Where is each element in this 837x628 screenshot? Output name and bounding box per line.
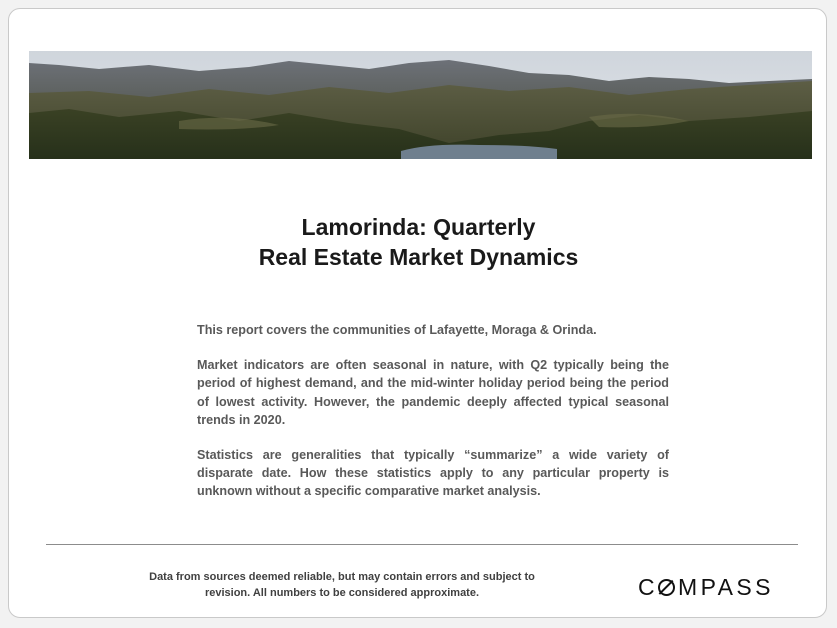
intro-paragraph-2: Market indicators are often seasonal in nature, with Q2 typically being the period of highest demand, and the mid-winter holiday period being the period of lowest activity. However, the pandemic deeply affected typical seasonal trends in 2020. bbox=[197, 358, 669, 427]
landscape-banner-image bbox=[29, 51, 812, 159]
intro-paragraph-1: This report covers the communities of Lafayette, Moraga & Orinda. bbox=[197, 323, 597, 337]
report-title bbox=[9, 212, 827, 272]
compass-logo: C MPASS bbox=[638, 574, 774, 600]
compass-logo-rest: MPASS bbox=[678, 574, 774, 600]
disclaimer-line-1: Data from sources deemed reliable, but may contain errors and subject to bbox=[149, 571, 535, 583]
report-intro-text bbox=[197, 321, 669, 518]
intro-paragraph-3: Statistics are generalities that typically “summarize” a wide variety of disparate date. How these statistics apply to any particular property is unknown without a specific comparative market analysis. bbox=[197, 448, 669, 499]
disclaimer-line-2: revision. All numbers to be considered approximate. bbox=[204, 586, 480, 599]
report-cover-slide bbox=[8, 8, 827, 618]
data-disclaimer bbox=[137, 570, 547, 601]
compass-logo-o-icon bbox=[658, 579, 675, 596]
title-line-1: Lamorinda: Quarterly bbox=[301, 214, 536, 240]
footer-divider bbox=[46, 544, 798, 545]
title-line-2: Real Estate Market Dynamics bbox=[258, 244, 579, 270]
